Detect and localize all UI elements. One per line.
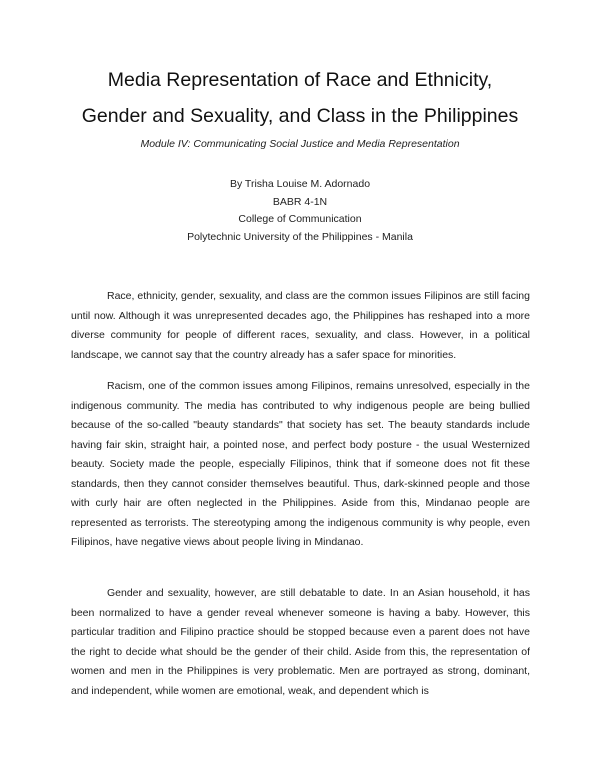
paragraph-gender: Gender and sexuality, however, are still debatable to date. In an Asian household, it has been normalized to have a gender reveal whenever someone is having a baby. However, this particular tradition and Filipino practice should be stopped because even a parent does not have the right to decide what should be the gender of their child. Aside from this, the representation of women and men in the Philippines is very problematic. Men are portrayed as strong, dominant, and independent, while women are emotional, weak, and dependent which is <box>71 587 530 697</box>
university-name: Polytechnic University of the Philippines - Manila <box>187 231 413 243</box>
title-line-1: Media Representation of Race and Ethnicity, <box>107 69 493 91</box>
paragraph-intro: Race, ethnicity, gender, sexuality, and class are the common issues Filipinos are still facing until now. Although it was unrepresented decades ago, the Philippines has reshaped into a more diverse community for people of different races, sexuality, and class. However, in a political landscape, we cannot say that the country already has a safer space for minorities. <box>71 290 530 361</box>
author-name: By Trisha Louise M. Adornado <box>229 178 371 190</box>
module-subtitle: Module IV: Communicating Social Justice and Media Representation <box>140 138 460 150</box>
college-name: College of Communication <box>238 213 362 225</box>
section-code: BABR 4-1N <box>272 196 328 208</box>
title-line-2: Gender and Sexuality, and Class in the Philippines <box>81 105 519 127</box>
paragraph-racism: Racism, one of the common issues among Filipinos, remains unresolved, especially in the indigenous community. The media has contributed to why indigenous people are being bullied because of the so-called "beauty standards" that society has set. The beauty standards include having fair skin, straight hair, a pointed nose, and perfect body posture - the usual Westernized beauty. Society made the people, especially Filipinos, think that if someone does not fit these standards, then they cannot consider themselves beautiful. Thus, dark-skinned people and those with curly hair are often neglected in the Philippines. Aside from this, Mindanao people are represented as terrorists. The stereotyping among the indigenous community is why people, even Filipinos, have negative views about people living in Mindanao. <box>71 380 530 548</box>
